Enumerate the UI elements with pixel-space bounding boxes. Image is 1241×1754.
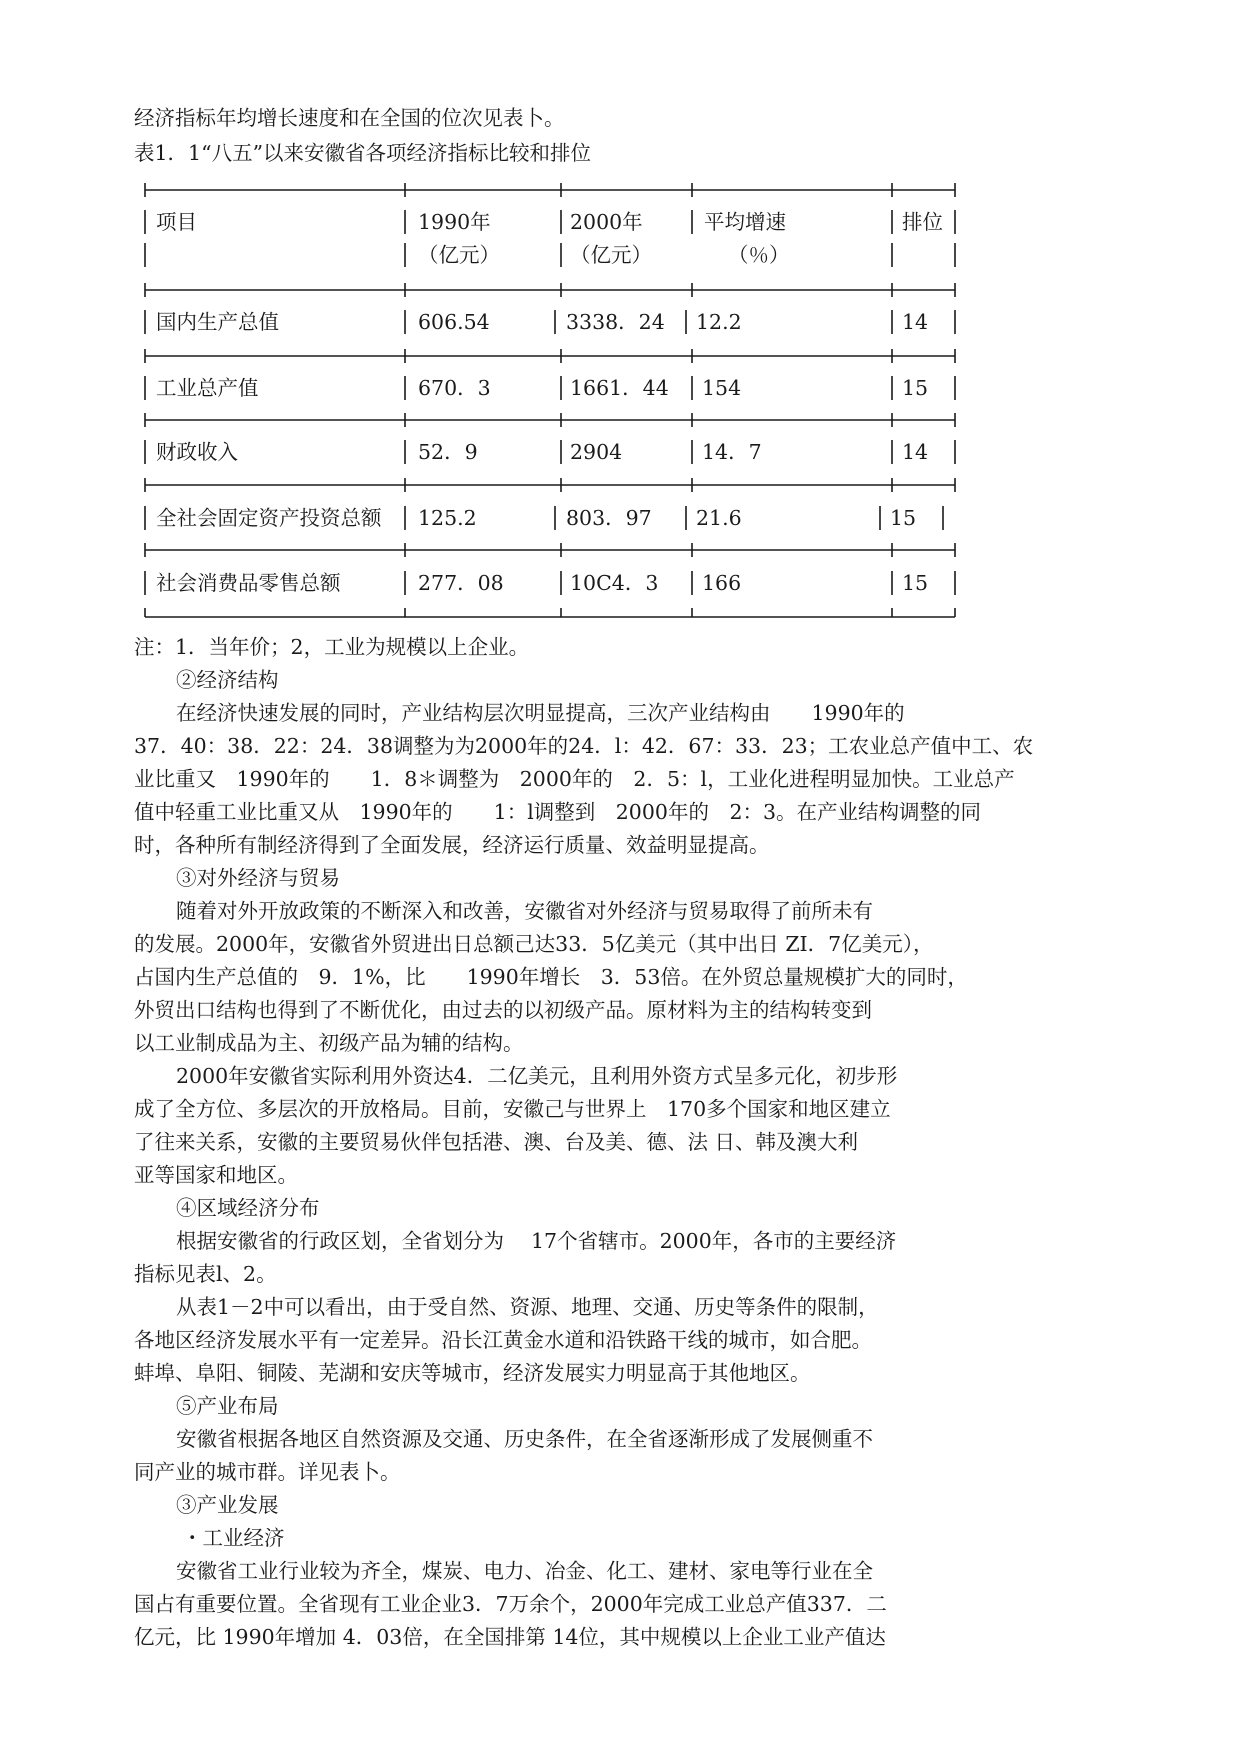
paragraph-line: 安徽省根据各地区自然资源及交通、历史条件，在全省逐渐形成了发展侧重不 [176,1427,873,1451]
paragraph-line: 各地区经济发展水平有一定差异。沿长江黄金水道和沿铁路干线的城市，如合肥。 [134,1328,872,1352]
table-cell-item: 国内生产总值 [156,310,279,334]
table-cell-1990: 670．3 [418,376,491,400]
table-cell-2000: 1661．44 [570,376,669,400]
paragraph-line: 亿元，比 1990年增加 4．03倍，在全国排第 14位，其中规模以上企业工业产值达 [134,1625,886,1649]
table-cell-item: 工业总产值 [156,376,259,400]
table-cell-1990: 52．9 [418,440,478,464]
header-growth: 平均增速 [704,210,786,234]
paragraph-line: 2000年安徽省实际利用外资达4．二亿美元，且利用外资方式呈多元化，初步形 [176,1064,898,1088]
table-cell-2000: 2904 [570,440,623,464]
paragraph-line: 指标见表l、2。 [134,1262,277,1286]
table-cell-1990: 277．08 [418,571,504,595]
table-cell-growth: 166 [702,571,742,595]
table-cell-growth: 154 [702,376,742,400]
section-heading: ②经济结构 [176,668,279,692]
paragraph-line: 时，各种所有制经济得到了全面发展，经济运行质量、效益明显提高。 [134,833,770,857]
paragraph-line: 在经济快速发展的同时，产业结构层次明显提高，三次产业结构由 1990年的 [176,701,905,725]
paragraph-line: 以工业制成品为主、初级产品为辅的结构。 [134,1031,524,1055]
section-heading: ④区域经济分布 [176,1196,320,1220]
section-heading: ③产业发展 [176,1493,279,1517]
paragraph-line: 同产业的城市群。详见表卜。 [134,1460,401,1484]
header-2000: 2000年 [570,210,643,234]
paragraph-line: 业比重又 1990年的 1．8＊调整为 2000年的 2．5：l，工业化进程明显加快。工业总产 [134,767,1015,791]
table-cell-item: 全社会固定资产投资总额 [156,506,382,530]
paragraph-line: 根据安徽省的行政区划，全省划分为 17个省辖市。2000年，各市的主要经济 [176,1229,897,1253]
paragraph-line: 的发展。2000年，安徽省外贸进出日总额己达33．5亿美元（其中出日 ZI．7亿美元）， [134,932,934,956]
table-cell-item: 财政收入 [156,440,238,464]
header-1990-unit: （亿元） [418,243,500,267]
paragraph-line: 亚等国家和地区。 [134,1163,298,1187]
table-cell-item: 社会消费品零售总额 [156,571,341,595]
table-cell-rank: 14 [902,310,929,334]
paragraph-line: 从表1－2中可以看出，由于受自然、资源、地理、交通、历史等条件的限制， [176,1295,879,1319]
paragraph-line: 值中轻重工业比重又从 1990年的 1：l调整到 2000年的 2：3。在产业结构调整的同 [134,800,982,824]
table-cell-growth: 12.2 [696,310,742,334]
subsection-heading: ・工业经济 [182,1526,285,1550]
table-cell-2000: 803．97 [566,506,652,530]
paragraph-line: 国占有重要位置。全省现有工业企业3．7万余个，2000年完成工业总产值337．二 [134,1592,887,1616]
section-heading: ⑤产业布局 [176,1394,279,1418]
paragraph-line: 随着对外开放政策的不断深入和改善，安徽省对外经济与贸易取得了前所未有 [176,899,873,923]
table-cell-2000: 3338．24 [566,310,665,334]
intro-line: 经济指标年均增长速度和在全国的位次见表卜。 [134,106,565,130]
table-cell-growth: 14．7 [702,440,762,464]
paragraph-line: 了往来关系，安徽的主要贸易伙伴包括港、澳、台及美、德、法 日、韩及澳大利 [134,1130,859,1154]
paragraph-line: 蚌埠、阜阳、铜陵、芜湖和安庆等城市，经济发展实力明显高于其他地区。 [134,1361,811,1385]
paragraph-line: 37．40：38．22：24．38调整为为2000年的24．l：42．67：33．23；工农业总产值中工、农 [134,734,1034,758]
table-cell-2000: 10C4．3 [570,571,659,595]
header-rank: 排位 [902,210,943,234]
table-cell-1990: 125.2 [418,506,477,530]
table-cell-rank: 15 [902,571,929,595]
header-growth-unit: （％） [728,243,790,267]
paragraph-line: 安徽省工业行业较为齐全，煤炭、电力、冶金、化工、建材、家电等行业在全 [176,1559,873,1583]
table-cell-growth: 21.6 [696,506,742,530]
header-2000-unit: （亿元） [570,243,652,267]
note-line: 注：1．当年价；2，工业为规模以上企业。 [134,635,530,659]
table-cell-rank: 14 [902,440,929,464]
table-cell-rank: 15 [890,506,917,530]
paragraph-line: 成了全方位、多层次的开放格局。目前，安徽己与世界上 170多个国家和地区建立 [134,1097,891,1121]
paragraph-line: 外贸出口结构也得到了不断优化，由过去的以初级产品。原材料为主的结构转变到 [134,998,872,1022]
section-heading: ③对外经济与贸易 [176,866,340,890]
header-1990: 1990年 [418,210,491,234]
table-cell-1990: 606.54 [418,310,490,334]
table-caption: 表1．1“八五”以来安徽省各项经济指标比较和排位 [134,141,592,165]
paragraph-line: 占国内生产总值的 9．1%，比 1990年增长 3．53倍。在外贸总量规模扩大的同时， [134,965,968,989]
header-item: 项目 [156,210,197,234]
table-cell-rank: 15 [902,376,929,400]
